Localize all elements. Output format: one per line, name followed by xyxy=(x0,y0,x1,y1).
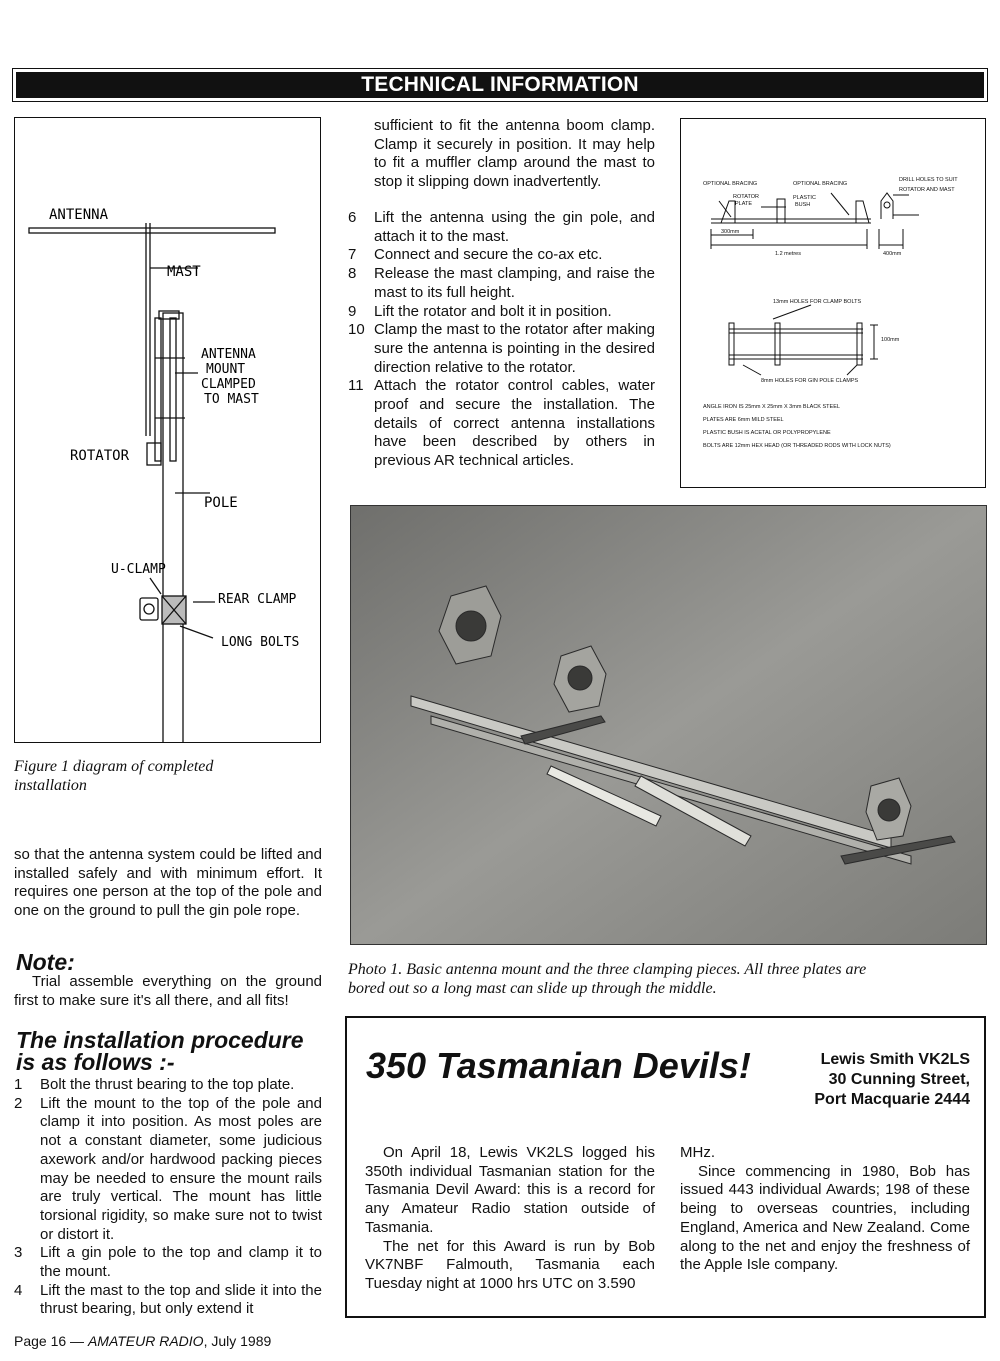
news-col-1: On April 18, Lewis VK2LS logged his 350th individual Tasmanian station for the Tasmania Devil Award: this is a record for any Amateur Radio station outside of Tasmania. The net for this Award is run by Bob VK7NBF Falmouth, Tasmania each Tuesday night at 1000 hrs UTC on 3.590 xyxy=(365,1144,655,1292)
label-rotator-plate: ROTATOR xyxy=(733,194,759,200)
list-item: 4 Lift the mast to the top and slide it into the thrust bearing, but only extend it xyxy=(14,1281,322,1318)
label-uclamp: U-CLAMP xyxy=(111,562,166,577)
label-dim-100: 100mm xyxy=(881,337,900,343)
procedure-steps-left xyxy=(14,1076,322,1319)
label-plastic-bush: PLASTIC xyxy=(793,195,816,201)
label-dim-300: 300mm xyxy=(721,229,740,235)
middle-continuation: sufficient to fit the antenna boom clamp. Clamp it securely in position. It may help to fit a muffler clamp around the mast to stop it slipping down inadvertently. xyxy=(374,117,655,191)
figure-1-diagram xyxy=(15,118,320,742)
label-8mm-holes: 8mm HOLES FOR GIN POLE CLAMPS xyxy=(761,378,859,384)
list-item: 2 Lift the mount to the top of the pole and clamp it into position. As most poles are not a constant diameter, some judicious axework and/or hardwood packing pieces may be needed to ensure the mount rails are truly vertical. The mount has little torsional rigidity, so make sure not to twist or distort it. xyxy=(14,1094,322,1243)
label-drill-holes: DRILL HOLES TO SUIT xyxy=(899,177,958,183)
figure-2-frame xyxy=(680,118,986,488)
news-col-2: MHz. Since commencing in 1980, Bob has issued 443 individual Awards; 198 of these being to overseas countries, including England, America and New Zealand. Come along to the net and enjoy the freshness of the Apple Isle company. xyxy=(680,1144,970,1274)
list-item: 1 Bolt the thrust bearing to the top plate. xyxy=(14,1076,295,1093)
label-optional-bracing: OPTIONAL BRACING xyxy=(793,181,848,187)
label-drill-holes: ROTATOR AND MAST xyxy=(899,187,955,193)
left-paragraph: so that the antenna system could be lifted and installed safely and with minimum effort. It requires one person at the top of the pole and one on the ground to pull the gin pole rope. xyxy=(14,846,322,920)
label-rotator: ROTATOR xyxy=(70,448,130,464)
photo-image xyxy=(351,506,987,945)
procedure-heading: The installation procedure is as follows :- xyxy=(16,1027,304,1075)
label-mount: MOUNT xyxy=(206,362,246,377)
list-item: 3 Lift a gin pole to the top and clamp it to the mount. xyxy=(14,1244,322,1281)
label-dim-1-2m: 1.2 metres xyxy=(775,251,801,257)
news-title: 350 Tasmanian Devils! xyxy=(366,1045,751,1086)
figure-1-frame xyxy=(14,117,321,743)
list-item: 10 Clamp the mast to the rotator after making sure the antenna is pointing in the desired direction relative to the rotator. xyxy=(348,321,655,376)
author-block: Lewis Smith VK2LS 30 Cunning Street, Port Macquarie 2444 xyxy=(814,1051,970,1108)
list-item: 8 Release the mast clamping, and raise the mast to its full height. xyxy=(348,265,655,301)
note-line: ANGLE IRON IS 25mm X 25mm X 3mm BLACK STEEL xyxy=(703,404,840,410)
list-item: 7 Connect and secure the co-ax etc. xyxy=(348,246,603,264)
note-heading: Note: xyxy=(16,949,75,975)
label-mount: CLAMPED xyxy=(201,377,256,392)
note-line: PLASTIC BUSH IS ACETAL OR POLYPROPYLENE xyxy=(703,430,831,436)
label-mount: TO MAST xyxy=(204,392,259,407)
label-rotator-plate: PLATE xyxy=(735,201,753,207)
page-footer: Page 16 — AMATEUR RADIO, July 1989 xyxy=(14,1333,272,1349)
label-rear-clamp: REAR CLAMP xyxy=(218,592,297,607)
label-13mm-holes: 13mm HOLES FOR CLAMP BOLTS xyxy=(773,299,862,305)
label-mast: MAST xyxy=(167,264,201,280)
list-item: 6 Lift the antenna using the gin pole, and attach it to the mast. xyxy=(348,209,655,245)
procedure-steps-middle xyxy=(348,209,655,471)
list-item: 11 Attach the rotator control cables, water proof and secure the installation. The details of correct antenna installations have been described by others in previous AR technical articles. xyxy=(348,377,655,470)
list-item: 9 Lift the rotator and bolt it in position. xyxy=(348,302,612,320)
label-plastic-bush: BUSH xyxy=(795,202,811,208)
label-long-bolts: LONG BOLTS xyxy=(221,635,300,650)
label-dim-400: 400mm xyxy=(883,251,902,257)
photo-caption: Photo 1. Basic antenna mount and the three clamping pieces. All three plates are bored out so a long mast can slide up through the middle. xyxy=(348,961,867,997)
note-text: Trial assemble everything on the ground first to make sure it's all there, and all fits! xyxy=(14,973,322,1009)
label-pole: POLE xyxy=(204,495,238,511)
note-line: BOLTS ARE 12mm HEX HEAD (OR THREADED RODS WITH LOCK NUTS) xyxy=(703,443,891,449)
label-antenna: ANTENNA xyxy=(49,207,109,223)
photo-antenna-mount xyxy=(350,505,987,945)
section-banner: TECHNICAL INFORMATION xyxy=(16,72,984,98)
label-mount: ANTENNA xyxy=(201,347,256,362)
figure-2-drawing xyxy=(681,119,985,487)
note-line: PLATES ARE 6mm MILD STEEL xyxy=(703,417,784,423)
label-optional-bracing: OPTIONAL BRACING xyxy=(703,181,758,187)
figure-1-caption: Figure 1 diagram of completed installation xyxy=(14,758,214,794)
